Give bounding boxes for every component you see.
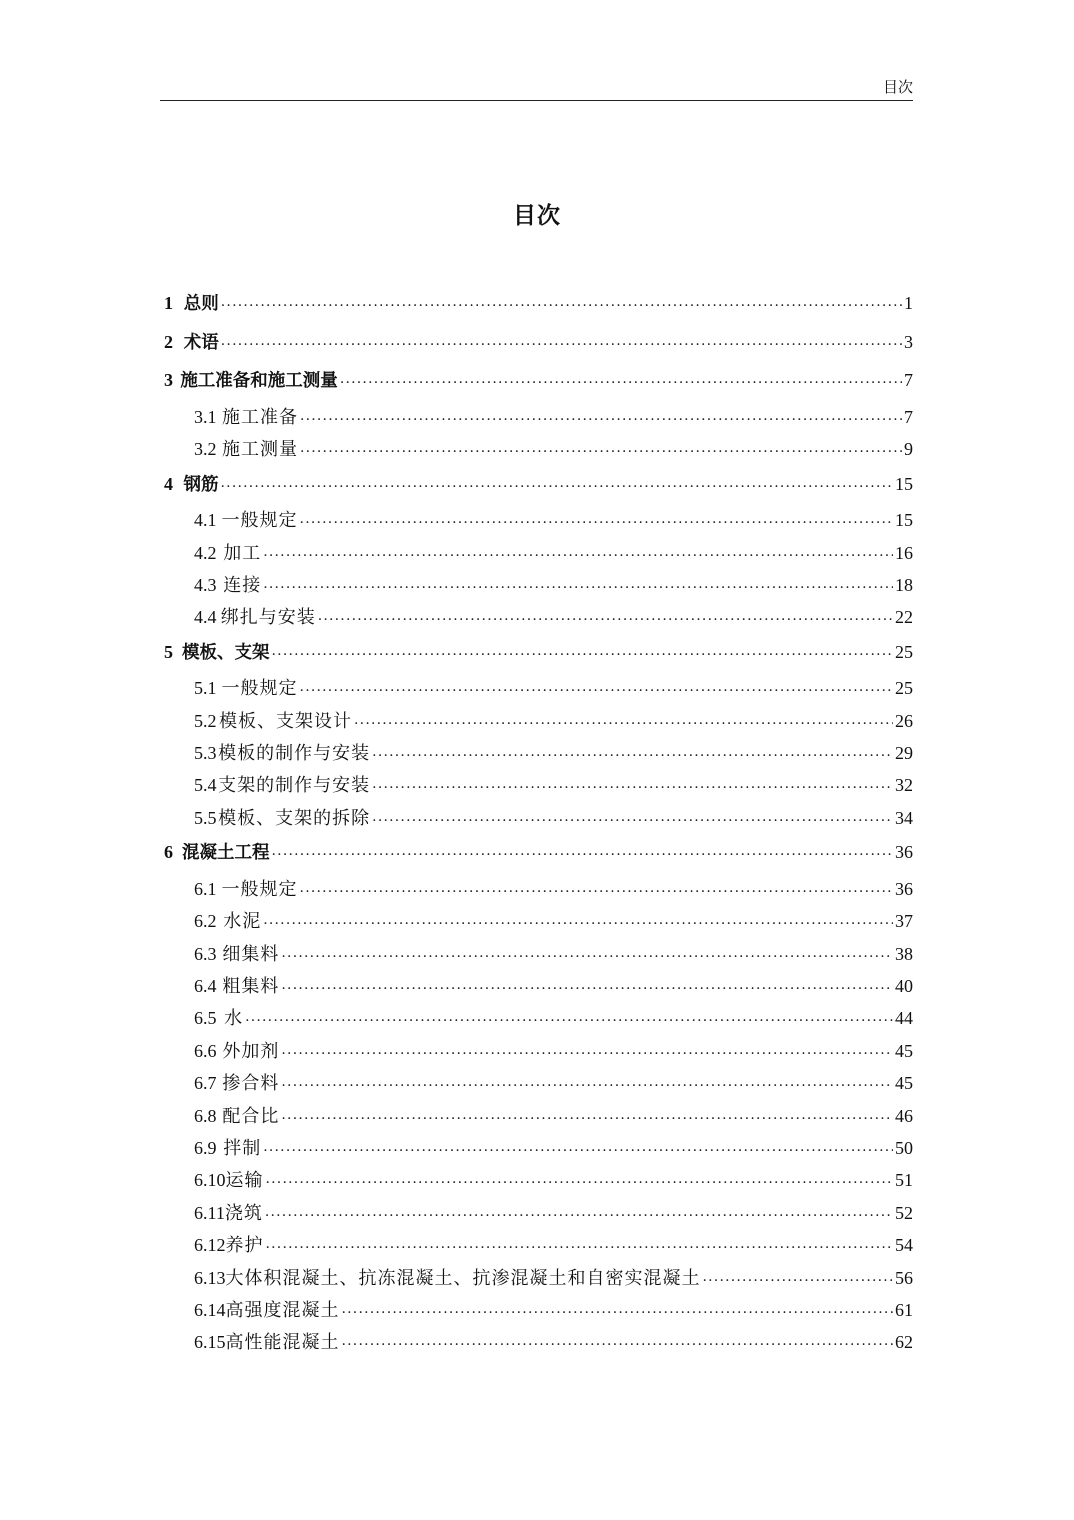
toc-entry-number: 6.1: [194, 878, 217, 899]
toc-section-entry[interactable]: [160, 1134, 913, 1166]
toc-entry-page-number: 34: [895, 807, 913, 828]
dot-leader: [221, 296, 902, 316]
toc-entry-page-number: 54: [895, 1235, 913, 1256]
dot-leader: [281, 947, 893, 967]
toc-entry-number: 6.10: [194, 1170, 226, 1191]
toc-entry-label: 养护: [225, 1235, 264, 1257]
toc-section-entry[interactable]: [160, 1264, 913, 1296]
toc-entry-page-number: 26: [895, 710, 913, 731]
toc-entry-label: 外加剂: [222, 1040, 280, 1062]
dot-leader: [318, 610, 893, 630]
dot-leader: [342, 1303, 894, 1323]
toc-entry-page-number: 25: [895, 678, 913, 699]
toc-entry-label: 钢筋: [183, 474, 219, 495]
dot-leader: [263, 1141, 893, 1161]
toc-entry-page-number: 18: [895, 574, 913, 595]
toc-entry-page-number: 9: [904, 439, 913, 460]
dot-leader: [300, 410, 902, 430]
toc-section-entry[interactable]: [160, 1069, 913, 1101]
dot-leader: [221, 335, 902, 355]
toc-section-entry[interactable]: [160, 1199, 913, 1231]
toc-entry-number: 6: [164, 842, 173, 863]
toc-entry-number: 6.2: [194, 911, 217, 932]
toc-entry-page-number: 52: [895, 1202, 913, 1223]
toc-entry-label: 大体积混凝土、抗冻混凝土、抗渗混凝土和自密实混凝土: [225, 1267, 701, 1289]
toc-entry-number: 6.9: [194, 1137, 217, 1158]
toc-section-entry[interactable]: [160, 1102, 913, 1134]
toc-entry-page-number: 15: [895, 510, 913, 531]
toc-entry-number: 5.4: [194, 775, 217, 796]
toc-section-entry[interactable]: [160, 1004, 913, 1036]
toc-entry-label: 拌制: [223, 1137, 262, 1159]
toc-entry-label: 水泥: [223, 911, 262, 933]
dot-leader: [372, 778, 893, 798]
toc-entry-page-number: 37: [895, 911, 913, 932]
toc-entry-number: 5.3: [194, 743, 217, 764]
toc-section-entry[interactable]: [160, 571, 913, 603]
toc-section-entry[interactable]: [160, 1296, 913, 1328]
toc-section-entry[interactable]: [160, 804, 913, 836]
toc-entry-number: 6.8: [194, 1105, 217, 1126]
dot-leader: [281, 1109, 893, 1129]
toc-entry-page-number: 46: [895, 1105, 913, 1126]
dot-leader: [221, 477, 893, 497]
dot-leader: [263, 578, 893, 598]
toc-entry-page-number: 7: [904, 370, 913, 391]
toc-section-entry[interactable]: [160, 1328, 913, 1360]
toc-section-entry[interactable]: [160, 674, 913, 706]
toc-entry-label: 高强度混凝土: [225, 1299, 340, 1321]
toc-section-entry[interactable]: [160, 539, 913, 571]
toc-entry-label: 模板、支架: [182, 642, 270, 663]
toc-entry-label: 施工测量: [221, 439, 298, 461]
toc-entry-label: 模板、支架设计: [219, 710, 353, 732]
dot-leader: [266, 1238, 894, 1258]
toc-entry-page-number: 36: [895, 842, 913, 863]
toc-entry-number: 6.3: [194, 943, 217, 964]
toc-entry-number: 6.6: [194, 1040, 217, 1061]
toc-entry-page-number: 61: [895, 1299, 913, 1320]
toc-section-entry[interactable]: [160, 739, 913, 771]
toc-entry-label: 总则: [183, 294, 219, 314]
dot-leader: [263, 914, 893, 934]
toc-chapter-entry[interactable]: [160, 326, 913, 365]
toc-entry-number: 6.13: [194, 1267, 226, 1288]
toc-section-entry[interactable]: [160, 1231, 913, 1263]
toc-section-entry[interactable]: [160, 907, 913, 939]
toc-entry-page-number: 16: [895, 542, 913, 563]
toc-entry-number: 5.2: [194, 710, 217, 731]
toc-entry-label: 一般规定: [221, 510, 298, 532]
toc-entry-label: 水: [224, 1008, 244, 1030]
dot-leader: [703, 1271, 894, 1291]
toc-entry-page-number: 7: [904, 406, 913, 427]
toc-entry-label: 细集料: [222, 943, 280, 965]
toc-section-entry[interactable]: [160, 1166, 913, 1198]
toc-entry-number: 5: [164, 641, 173, 662]
dot-leader: [266, 1173, 894, 1193]
dot-leader: [372, 811, 893, 831]
dot-leader: [265, 1206, 893, 1226]
toc-entry-number: 4.1: [194, 510, 217, 531]
toc-entry-page-number: 44: [895, 1008, 913, 1029]
toc-entry-number: 3.1: [194, 406, 217, 427]
running-header: 目次: [160, 74, 913, 101]
toc-section-entry[interactable]: [160, 940, 913, 972]
dot-leader: [300, 513, 893, 533]
table-of-contents: [160, 287, 913, 1361]
toc-entry-number: 4: [164, 473, 173, 494]
dot-leader: [300, 882, 893, 902]
toc-entry-label: 掺合料: [222, 1073, 280, 1095]
toc-entry-label: 混凝土工程: [182, 843, 270, 864]
toc-entry-page-number: 29: [895, 743, 913, 764]
toc-entry-label: 一般规定: [221, 878, 298, 900]
toc-entry-label: 浇筑: [224, 1202, 263, 1224]
toc-entry-page-number: 32: [895, 775, 913, 796]
toc-chapter-entry[interactable]: [160, 636, 913, 675]
dot-leader: [300, 442, 902, 462]
toc-section-entry[interactable]: [160, 1037, 913, 1069]
toc-entry-label: 绑扎与安装: [220, 607, 316, 629]
toc-entry-label: 模板的制作与安装: [218, 743, 371, 765]
page-title: 目次: [513, 203, 561, 229]
dot-leader: [281, 979, 893, 999]
toc-entry-label: 术语: [183, 332, 219, 353]
toc-entry-number: 6.14: [194, 1299, 226, 1320]
toc-chapter-entry[interactable]: [160, 364, 913, 403]
toc-entry-label: 支架的制作与安装: [218, 775, 371, 797]
toc-entry-label: 施工准备: [221, 406, 298, 428]
toc-entry-page-number: 50: [895, 1137, 913, 1158]
dot-leader: [272, 845, 893, 865]
toc-section-entry[interactable]: [160, 435, 913, 467]
toc-section-entry[interactable]: [160, 403, 913, 435]
toc-section-entry[interactable]: [160, 603, 913, 635]
toc-entry-page-number: 40: [895, 976, 913, 997]
toc-entry-number: 4.2: [194, 542, 217, 563]
toc-entry-number: 2: [164, 331, 173, 352]
dot-leader: [342, 1335, 894, 1355]
dot-leader: [372, 746, 893, 766]
toc-entry-number: 3.2: [194, 439, 217, 460]
toc-entry-number: 4.3: [194, 574, 217, 595]
toc-entry-page-number: 22: [895, 607, 913, 628]
toc-entry-page-number: 1: [904, 293, 913, 313]
toc-section-entry[interactable]: [160, 707, 913, 739]
toc-entry-number: 5.5: [194, 807, 217, 828]
toc-entry-page-number: 45: [895, 1073, 913, 1094]
toc-entry-page-number: 51: [895, 1170, 913, 1191]
toc-entry-page-number: 38: [895, 943, 913, 964]
dot-leader: [245, 1011, 893, 1031]
toc-entry-page-number: 15: [895, 473, 913, 494]
toc-entry-label: 施工准备和施工测量: [180, 371, 338, 392]
dot-leader: [281, 1076, 893, 1096]
toc-entry-label: 粗集料: [222, 976, 280, 998]
toc-entry-number: 6.5: [194, 1008, 217, 1029]
toc-chapter-entry[interactable]: [160, 287, 913, 326]
toc-entry-page-number: 36: [895, 878, 913, 899]
toc-chapter-entry[interactable]: [160, 468, 913, 507]
toc-entry-label: 高性能混凝土: [225, 1332, 340, 1354]
toc-entry-page-number: 62: [895, 1332, 913, 1353]
toc-entry-number: 6.15: [194, 1332, 226, 1353]
toc-entry-number: 6.12: [194, 1235, 226, 1256]
toc-entry-label: 配合比: [222, 1105, 280, 1127]
toc-entry-page-number: 25: [895, 641, 913, 662]
toc-entry-page-number: 45: [895, 1040, 913, 1061]
toc-section-entry[interactable]: [160, 771, 913, 803]
dot-leader: [272, 645, 893, 665]
toc-entry-label: 一般规定: [221, 678, 298, 700]
dot-leader: [263, 546, 893, 566]
toc-section-entry[interactable]: [160, 875, 913, 907]
toc-entry-label: 加工: [223, 542, 262, 564]
toc-entry-number: 5.1: [194, 678, 217, 699]
toc-entry-number: 6.7: [194, 1073, 217, 1094]
toc-entry-label: 模板、支架的拆除: [218, 807, 371, 829]
dot-leader: [300, 681, 893, 701]
toc-entry-label: 运输: [225, 1170, 264, 1192]
toc-entry-page-number: 56: [895, 1267, 913, 1288]
toc-entry-number: 4.4: [194, 607, 217, 628]
toc-section-entry[interactable]: [160, 972, 913, 1004]
dot-leader: [281, 1044, 893, 1064]
toc-entry-number: 1: [164, 293, 173, 313]
toc-entry-number: 3: [164, 370, 173, 391]
toc-entry-page-number: 3: [904, 331, 913, 352]
toc-entry-number: 6.4: [194, 976, 217, 997]
toc-entry-label: 连接: [223, 574, 262, 596]
dot-leader: [354, 714, 893, 734]
toc-section-entry[interactable]: [160, 506, 913, 538]
toc-chapter-entry[interactable]: [160, 836, 913, 875]
toc-entry-number: 6.11: [194, 1202, 225, 1223]
dot-leader: [340, 373, 902, 393]
